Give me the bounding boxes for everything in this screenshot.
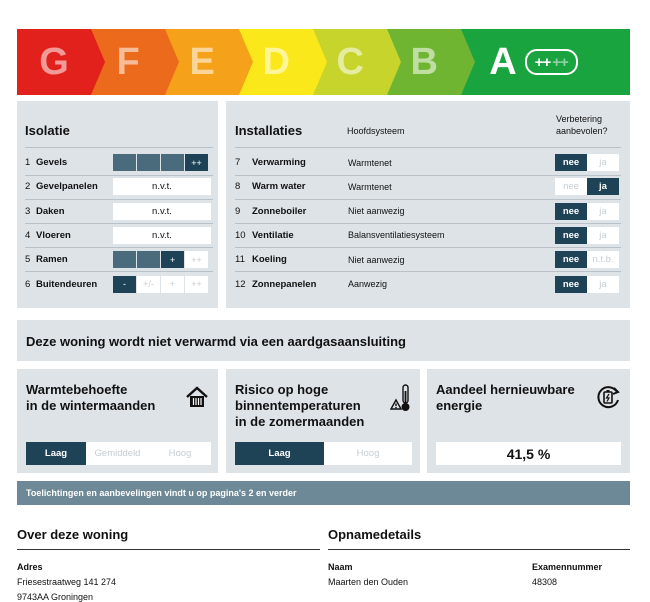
row-name: Gevelpanelen — [36, 181, 98, 193]
row-name: Verwarming — [252, 157, 306, 168]
toggle-nee: nee — [555, 178, 587, 195]
risico-title-line2: binnentemperaturen — [235, 398, 361, 413]
row-divider — [235, 199, 621, 200]
scale-cell: ++ — [185, 276, 208, 293]
label-letter: B — [410, 40, 438, 83]
warmtebehoefte-title-line1: Warmtebehoefte — [26, 382, 128, 397]
scale-cell — [113, 251, 136, 268]
row-divider — [25, 147, 213, 148]
row-divider — [25, 247, 213, 248]
toggle-nee: nee — [555, 251, 587, 268]
row-value: Warmtenet — [348, 157, 392, 168]
scale-cell — [113, 154, 136, 171]
toggle-ja: ja — [587, 178, 619, 195]
toelichting-strip — [17, 481, 630, 505]
opnamedetails-title: Opnamedetails — [328, 527, 422, 542]
verbetering-toggle — [555, 203, 619, 220]
label-arrow — [461, 29, 475, 95]
label-class-g — [17, 29, 91, 95]
toggle-ja: ja — [587, 276, 619, 293]
scale-cell: ++ — [185, 154, 208, 171]
label-letter: D — [262, 40, 290, 83]
scale-cell: +/- — [137, 276, 160, 293]
adres-line2: 9743AA Groningen — [17, 592, 94, 602]
label-letter: A — [489, 40, 517, 83]
verbetering-toggle — [555, 251, 619, 268]
examennummer-label: Examennummer — [532, 562, 603, 572]
toggle-nee: nee — [555, 154, 587, 171]
row-name: Zonnepanelen — [252, 278, 317, 290]
risico-title — [235, 382, 364, 430]
scale-cell — [137, 251, 160, 268]
row-number: 9 — [235, 205, 241, 217]
isolatie-title: Isolatie — [25, 123, 70, 138]
row-value: Niet aanwezig — [348, 254, 405, 265]
label-class-a — [461, 29, 630, 95]
row-divider — [235, 175, 621, 176]
row-divider — [25, 199, 213, 200]
scale-cell — [137, 154, 160, 171]
risico-panel — [226, 369, 420, 473]
row-value: Niet aanwezig — [348, 206, 405, 217]
risico-title-line1: Risico op hoge — [235, 382, 329, 397]
row-number: 1 — [25, 157, 31, 168]
row-value: Warmtenet — [348, 181, 392, 192]
row-divider — [235, 247, 621, 248]
row-number: 2 — [25, 181, 31, 193]
scale-cell — [161, 154, 184, 171]
row-name: Zonneboiler — [252, 205, 307, 217]
scale-option: Hoog — [324, 442, 412, 465]
label-letter: G — [39, 40, 69, 83]
installaties-title: Installaties — [235, 123, 303, 138]
row-name: Koeling — [252, 254, 287, 266]
row-value: Aanwezig — [348, 279, 388, 289]
insulation-scale — [113, 276, 209, 293]
hernieuwbaar-panel — [427, 369, 630, 473]
toggle-ja: ja — [587, 227, 619, 244]
row-divider — [25, 271, 213, 272]
row-divider — [235, 223, 621, 224]
risico-title-line3: in de zomermaanden — [235, 414, 365, 429]
naam-label: Naam — [328, 562, 353, 572]
adres-line1: Friesestraatweg 141 274 — [17, 577, 117, 587]
warmtebehoefte-title-line2: in de wintermaanden — [26, 398, 156, 413]
naam-value: Maarten den Ouden — [328, 577, 409, 587]
risico-scale — [235, 442, 412, 465]
row-name: Daken — [36, 205, 65, 217]
warmtebehoefte-scale — [26, 442, 211, 465]
hernieuwbaar-title — [436, 382, 575, 414]
scale-option: Gemiddeld — [86, 442, 149, 465]
thermometer-warning-icon — [390, 383, 412, 413]
adres-label: Adres — [17, 562, 43, 572]
row-name: Buitendeuren — [36, 278, 98, 290]
toggle-nee: nee — [555, 227, 587, 244]
row-number: 4 — [25, 229, 31, 241]
scale-option: Laag — [235, 442, 324, 465]
row-name: Warm water — [252, 181, 306, 193]
row-divider — [235, 147, 621, 148]
row-number: 12 — [235, 278, 246, 290]
row-number: 6 — [25, 278, 31, 290]
verbetering-toggle — [555, 227, 619, 244]
nvt-value: n.v.t. — [113, 178, 211, 195]
renewable-battery-icon — [594, 383, 622, 411]
row-divider — [235, 271, 621, 272]
gas-notice-panel — [17, 320, 630, 361]
column-header-verbetering-line2: aanbevolen? — [556, 126, 608, 136]
row-name: Gevels — [36, 157, 68, 168]
over-deze-woning-title: Over deze woning — [17, 527, 129, 542]
verbetering-toggle — [555, 178, 619, 195]
label-letter: F — [116, 40, 140, 83]
hernieuwbaar-title-line1: Aandeel hernieuwbare — [436, 382, 575, 397]
hernieuwbaar-value: 41,5 % — [436, 442, 621, 465]
row-number: 3 — [25, 205, 31, 217]
energy-label-bar — [17, 29, 630, 95]
row-number: 5 — [25, 254, 31, 266]
row-number: 11 — [235, 254, 245, 266]
row-divider — [25, 175, 213, 176]
column-header-verbetering-line1: Verbetering — [556, 114, 603, 124]
label-letter: E — [189, 40, 215, 83]
warmtebehoefte-panel — [17, 369, 218, 473]
row-name: Ramen — [36, 254, 68, 266]
hernieuwbaar-title-line2: energie — [436, 398, 483, 413]
label-arrow — [239, 29, 253, 95]
verbetering-toggle — [555, 276, 619, 293]
label-plus-on: ++ — [534, 53, 551, 71]
row-number: 10 — [235, 229, 246, 241]
column-header-hoofdsysteem: Hoofdsysteem — [347, 126, 405, 136]
nvt-value: n.v.t. — [113, 227, 211, 244]
toggle-nee: nee — [555, 276, 587, 293]
over-divider — [17, 549, 320, 550]
verbetering-toggle — [555, 154, 619, 171]
toggle-ja: ja — [587, 203, 619, 220]
row-value: Balansventilatiesysteem — [348, 230, 445, 241]
nvt-value: n.v.t. — [113, 203, 211, 220]
opname-divider — [328, 549, 630, 550]
scale-cell: - — [113, 276, 136, 293]
row-divider — [25, 223, 213, 224]
label-arrow — [165, 29, 179, 95]
row-name: Vloeren — [36, 229, 71, 241]
label-arrow — [387, 29, 401, 95]
row-number: 7 — [235, 157, 241, 168]
row-number: 8 — [235, 181, 241, 193]
label-arrow — [91, 29, 105, 95]
gas-notice-text: Deze woning wordt niet verwarmd via een aardgasaansluiting — [26, 334, 406, 349]
toelichting-text: Toelichtingen en aanbevelingen vindt u op pagina's 2 en verder — [26, 488, 297, 498]
scale-option: Laag — [26, 442, 86, 465]
insulation-scale — [113, 154, 209, 171]
warmtebehoefte-title — [26, 382, 155, 414]
scale-cell: + — [161, 251, 184, 268]
label-letter: C — [336, 40, 364, 83]
isolatie-panel — [17, 101, 218, 308]
label-plus-off: ++ — [552, 53, 568, 71]
label-plus-indicator — [525, 49, 578, 75]
scale-cell: + — [161, 276, 184, 293]
toggle-ja: n.t.b. — [587, 251, 619, 268]
examennummer-value: 48308 — [532, 577, 558, 587]
row-name: Ventilatie — [252, 229, 294, 241]
insulation-scale — [113, 251, 209, 268]
toggle-ja: ja — [587, 154, 619, 171]
installaties-panel — [226, 101, 630, 308]
column-header-verbetering — [556, 113, 608, 137]
toggle-nee: nee — [555, 203, 587, 220]
scale-option: Hoog — [149, 442, 211, 465]
house-heating-icon — [185, 385, 209, 409]
scale-cell: ++ — [185, 251, 208, 268]
label-arrow — [313, 29, 327, 95]
